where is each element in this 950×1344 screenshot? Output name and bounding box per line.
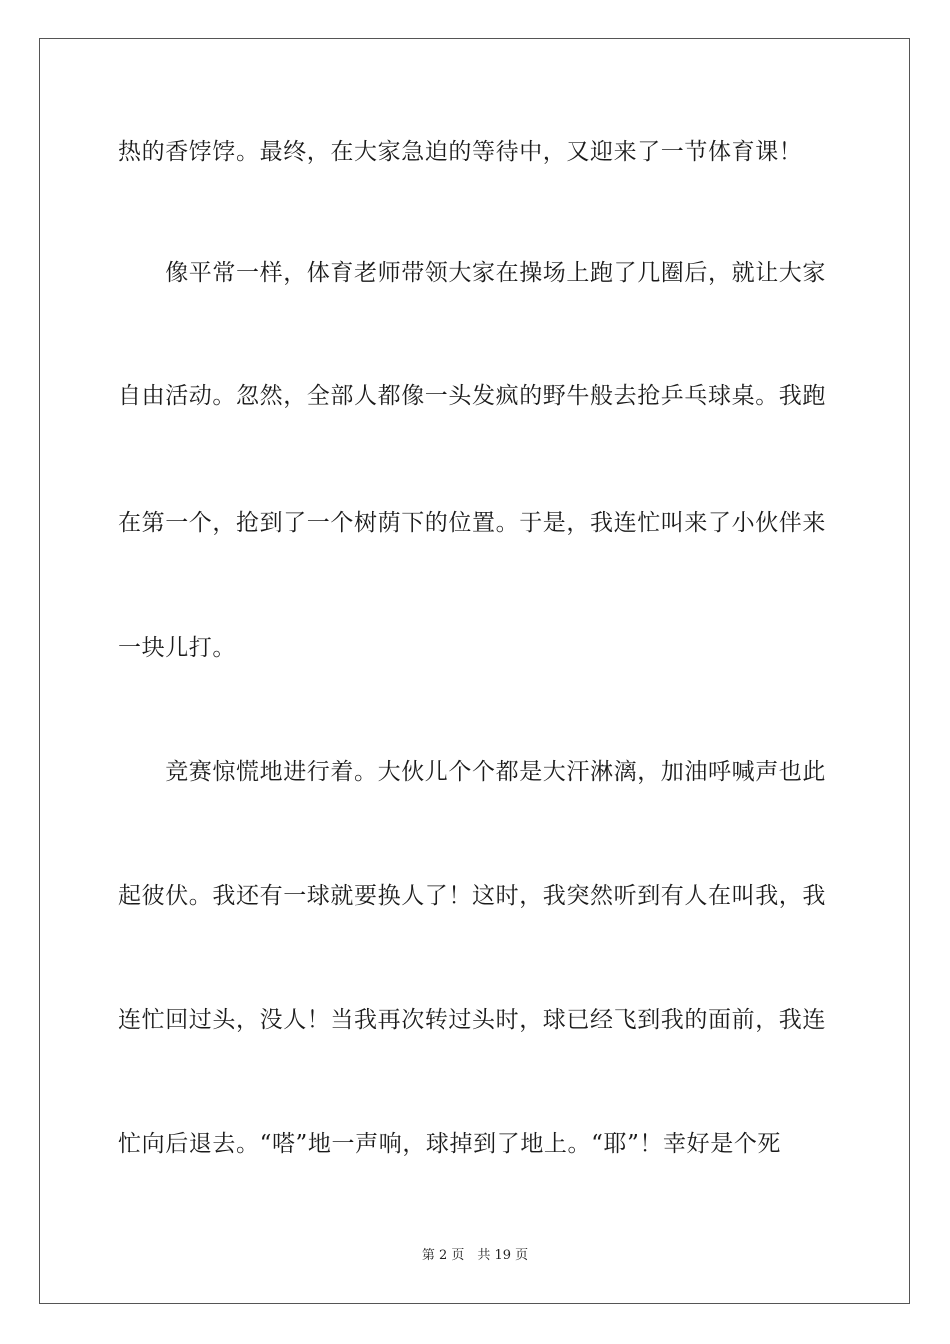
- body-text-line: 一块儿打。: [118, 635, 236, 661]
- body-text-line: 竞赛惊慌地进行着。大伙儿个个都是大汗淋漓，加油呼喊声也此: [118, 759, 826, 785]
- page-border: [39, 38, 910, 1304]
- body-text-line: 在第一个，抢到了一个树荫下的位置。于是，我连忙叫来了小伙伴来: [118, 510, 826, 536]
- body-text-line: 连忙回过头，没人！当我再次转过头时，球已经飞到我的面前，我连: [118, 1007, 826, 1033]
- body-text-line: 自由活动。忽然，全部人都像一头发疯的野牛般去抢乒乓球桌。我跑: [118, 383, 826, 409]
- body-text-line: 热的香饽饽。最终，在大家急迫的等待中，又迎来了一节体育课！: [118, 139, 803, 165]
- body-text-line: 像平常一样，体育老师带领大家在操场上跑了几圈后，就让大家: [118, 260, 826, 286]
- page-number-footer: 第 2 页 共 19 页: [421, 1248, 529, 1263]
- body-text-line: 忙向后退去。“嗒”地一声响，球掉到了地上。“耶”！幸好是个死: [118, 1131, 782, 1157]
- body-text-line: 起彼伏。我还有一球就要换人了！这时，我突然听到有人在叫我，我: [118, 883, 826, 909]
